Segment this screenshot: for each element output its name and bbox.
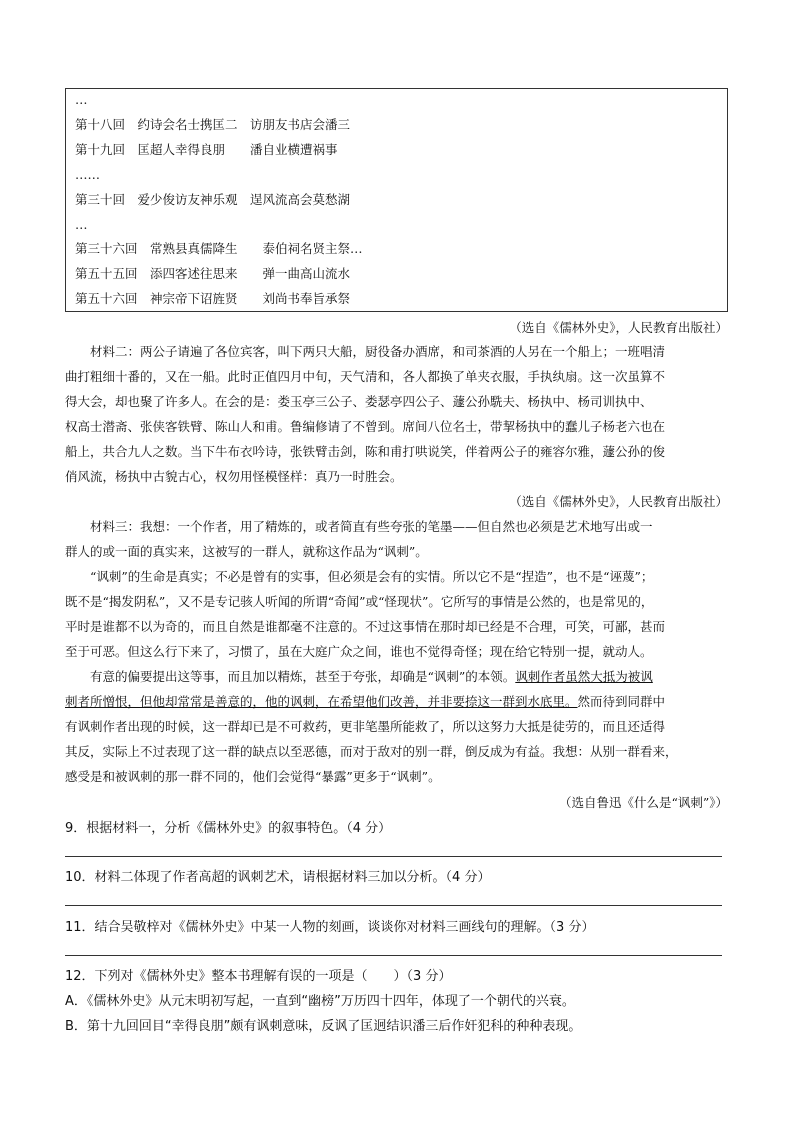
answer-line[interactable] [65,955,722,956]
text-line: 至于可恶。但这么行下来了，习惯了，虽在大庭广众之间，谁也不觉得奇怪；现在给它特别一提，就动人。 [65,644,653,659]
text-line: 曲打粗细十番的，又在一船。此时正值四月中旬，天气清和，各人都换了单夹衣服，手执纨扇。这一次虽算不 [65,369,666,384]
material2-paragraph [65,339,728,489]
toc-line: 第五十五回 添四客述往思来 弹一曲高山流水 [75,266,351,281]
text-line: 材料二：两公子请遍了各位宾客，叫下两只大船，厨役备办酒席，和司茶酒的人另在一个船上；一班唱清 [65,344,666,359]
question-12: 12．下列对《儒林外史》整本书理解有误的一项是（ ）（3 分） [65,969,452,984]
text-segment: 有意的偏要提出这等事，而且加以精炼，甚至于夸张，却确是“讽刺”的本领。 [65,669,516,684]
question-10: 10．材料二体现了作者高超的讽刺艺术，请根据材料三加以分析。（4 分） [65,870,491,885]
source-citation: （选自鲁迅《什么是“讽刺”》） [558,795,728,810]
text-line: 权高士潜斋、张侠客铁臂、陈山人和甫。鲁编修请了不曾到。席间八位名士，带挈杨执中的蠢儿子杨老六也在 [65,419,666,434]
text-line [65,664,728,689]
text-segment: 然而待到同群中 [577,694,666,709]
answer-line[interactable] [65,905,722,906]
text-line: 其反，实际上不过表现了这一群的缺点以至恶德，而对于敌对的别一群，倒反成为有益。我想：从别一群看来， [65,744,678,759]
answer-line[interactable] [65,856,722,857]
toc-line: 第三十回 爱少俊访友神乐观 逞风流高会莫愁湖 [75,192,351,207]
option-a[interactable]: A．《儒林外史》从元末明初写起，一直到“幽榜”万历四十四年，体现了一个朝代的兴衰。 [65,994,575,1009]
material3-paragraph [65,514,728,789]
text-line: 既不是“揭发阴私”，又不是专记骇人听闻的所谓“奇闻”或“怪现状”。它所写的事情是公然的，也是常见的， [65,594,654,609]
text-line: “讽刺”的生命是真实；不必是曾有的实事，但必须是会有的实情。所以它不是“捏造”，也不是“诬蔑”； [65,569,654,584]
text-line: 平时是谁都不以为奇的，而且自然是谁都毫不注意的。不过这事情在那时却已经是不合理，可笑，可鄙，甚而 [65,619,666,634]
toc-line: 第五十六回 神宗帝下诏旌贤 刘尚书奉旨承祭 [75,291,351,306]
text-line: 群人的或一面的真实来，这被写的一群人，就称这作品为“讽刺”。 [65,544,428,559]
text-line: 船上，共合九人之数。当下牛布衣吟诗，张铁臂击剑，陈和甫打哄说笑，伴着两公子的雍容尔雅，蘧公孙的俊 [65,444,666,459]
question-11: 11．结合吴敬梓对《儒林外史》中某一人物的刻画，谈谈你对材料三画线句的理解。（3 分） [65,920,595,935]
toc-line: …… [75,167,100,182]
text-line: 俏风流，杨执中古貌古心，权勿用怪模怪样：真乃一时胜会。 [65,469,403,484]
text-line: 有讽刺作者出现的时候，这一群却已是不可救药，更非笔墨所能救了，所以这努力大抵是徒劳的，而且还适得 [65,719,666,734]
toc-box [65,88,728,312]
toc-line: 第三十六回 常熟县真儒降生 泰伯祠名贤主祭… [75,241,363,256]
option-b[interactable]: B．第十九回回目“幸得良朋”颇有讽刺意味，反讽了匡迥结识潘三后作奸犯科的种种表现。 [65,1019,582,1034]
source-citation: （选自《儒林外史》，人民教育出版社） [509,494,728,509]
question-9: 9．根据材料一，分析《儒林外史》的叙事特色。（4 分） [65,821,392,836]
toc-line: 第十九回 匡超人幸得良朋 潘自业横遭祸事 [75,142,338,157]
underlined-sentence: 讽刺作者虽然大抵为被讽 [515,669,653,684]
toc-line: … [75,92,88,107]
text-line: 材料三：我想：一个作者，用了精炼的，或者简直有些夸张的笔墨——但自然也必须是艺术地写出或一 [65,519,653,534]
text-line: 感受是和被讽刺的那一群不同的，他们会觉得“暴露”更多于“讽刺”。 [65,769,441,784]
text-line [65,689,728,714]
toc-line: 第十八回 约诗会名士携匡二 访朋友书店会潘三 [75,117,351,132]
text-line: 得大会，却也聚了许多人。在会的是：娄玉亭三公子、娄瑟亭四公子、蘧公孙駪夫、杨执中、杨司训执中、 [65,394,653,409]
source-citation: （选自《儒林外史》，人民教育出版社） [509,320,728,335]
toc-line: … [75,217,88,232]
underlined-sentence: 刺者所憎恨，但他却常常是善意的，他的讽刺，在希望他们改善，并非要捺这一群到水底里。 [65,694,578,709]
